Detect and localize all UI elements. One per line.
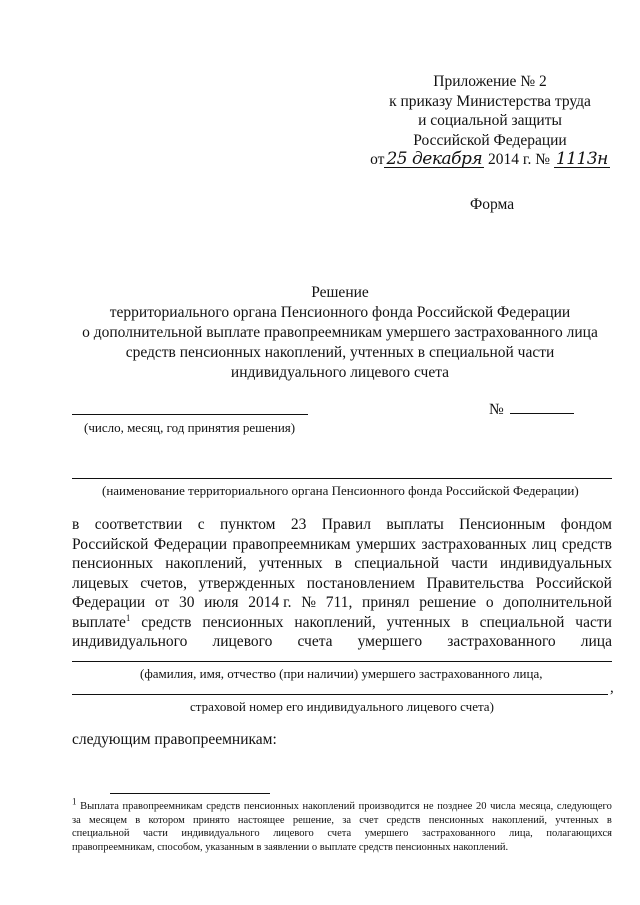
footnote-line-2	[72, 814, 612, 828]
following-heirs: следующим правопреемникам:	[72, 731, 277, 748]
word: Выплата	[80, 801, 119, 812]
order-year: 2014 г. №	[488, 151, 551, 168]
word: умершего	[357, 633, 423, 650]
word: застрахованного	[422, 828, 496, 839]
word: Федерации	[153, 535, 228, 553]
word: накоплений,	[165, 555, 247, 572]
word: Пенсионным	[459, 516, 546, 533]
word: учтенных	[386, 613, 451, 631]
document-title	[40, 283, 640, 383]
word: умершего	[364, 828, 409, 839]
word: счета	[297, 633, 333, 650]
body-line-4	[72, 574, 612, 594]
word: в	[135, 814, 141, 826]
handwritten-order-number: 1113н	[555, 149, 608, 169]
body-line-7	[72, 632, 612, 652]
word: накоплений	[302, 801, 355, 812]
word: котором	[148, 814, 185, 826]
word: №	[301, 594, 317, 611]
word: не	[423, 801, 434, 812]
word: 30	[178, 594, 195, 611]
footnote	[72, 796, 612, 854]
word: утвержденных	[198, 574, 296, 592]
word: средств	[386, 814, 421, 826]
word: индивидуального	[181, 828, 260, 839]
word: июля	[204, 594, 239, 611]
word: выплаты	[386, 516, 444, 533]
word: лица	[580, 633, 612, 650]
word: полагающихся	[546, 828, 612, 839]
word: за	[342, 814, 352, 826]
word: лица,	[509, 828, 533, 839]
word: месяцем	[89, 814, 128, 826]
body-line-1	[72, 515, 612, 535]
word: пенсионных	[202, 613, 284, 631]
word: следующего	[556, 801, 612, 812]
handwritten-date: 25 декабря	[386, 149, 483, 169]
word: застрахованного	[447, 633, 556, 650]
word: от	[154, 594, 170, 611]
word: специальной	[354, 555, 440, 572]
title-line-4: средств пенсионных накоплений, учтенных в специальной части	[125, 344, 555, 361]
date-prefix: от	[370, 151, 385, 168]
word: Правительства	[426, 574, 525, 592]
footnote-line-3	[72, 827, 612, 841]
word: части	[143, 828, 168, 839]
word: лицевых	[72, 574, 129, 592]
number-sign: №	[489, 401, 504, 418]
word: счет	[359, 814, 379, 826]
snils-field[interactable]	[72, 694, 608, 695]
word: 2014 г.	[248, 594, 292, 611]
word: решение,	[292, 814, 335, 826]
word: числа	[490, 801, 516, 812]
word: пенсионных	[428, 814, 484, 826]
word: застрахованных	[421, 535, 527, 553]
word: средств	[206, 801, 241, 812]
word: позднее	[437, 801, 473, 812]
word: специальной	[479, 613, 565, 631]
word: правопреемникам	[122, 801, 203, 812]
word: производится	[358, 801, 420, 812]
word: в	[606, 814, 612, 826]
word: фондом	[560, 516, 612, 533]
footnote-rule	[110, 793, 270, 794]
word: счетов,	[140, 574, 187, 592]
appendix-country: Российской Федерации	[413, 131, 567, 149]
word: Федерации	[72, 594, 146, 611]
word: части	[451, 555, 488, 572]
word: Правил	[321, 516, 371, 533]
word: 711,	[325, 594, 353, 611]
decision-date-field[interactable]	[72, 414, 308, 415]
word: учтенных	[555, 814, 599, 826]
word: лицевого	[212, 633, 273, 650]
word: умерших	[356, 535, 416, 553]
appendix-header	[360, 72, 620, 170]
form-label: Форма	[470, 196, 515, 213]
body-line-2	[72, 535, 612, 555]
word: пенсионных	[72, 555, 154, 572]
body-line-6	[72, 613, 612, 633]
word: части	[575, 613, 612, 631]
title-line-2: территориального органа Пенсионного фонда Российской Федерации	[109, 304, 571, 321]
word: накоплений,	[491, 814, 548, 826]
number-blank	[510, 403, 574, 414]
decision-body	[72, 515, 612, 652]
snils-caption: страховой номер его индивидуального лицевого счета)	[190, 699, 494, 714]
decision-number-field[interactable]	[489, 401, 574, 419]
word: с	[197, 516, 205, 533]
footnote-mark: 1	[72, 796, 77, 807]
word: средств	[141, 613, 192, 631]
order-date-line	[360, 150, 620, 170]
word: 23	[290, 516, 307, 533]
word: лиц	[532, 535, 557, 553]
organ-caption: (наименование территориального органа Пенсионного фонда Российской Федерации)	[102, 483, 579, 498]
word: специальной	[72, 828, 130, 839]
word: пенсионных	[243, 801, 299, 812]
organ-name-field[interactable]	[72, 478, 612, 479]
appendix-number: Приложение № 2	[433, 73, 547, 90]
word: решение	[419, 594, 477, 611]
word: Российской	[72, 535, 149, 553]
word: индивидуального	[72, 633, 188, 650]
word: 20	[475, 801, 487, 812]
word: соответствии	[94, 516, 183, 533]
snils-comma: ,	[610, 680, 614, 696]
word: за	[72, 814, 81, 826]
deceased-name-field[interactable]	[72, 661, 612, 662]
fio-caption: (фамилия, имя, отчество (при наличии) умершего застрахованного лица,	[140, 666, 543, 681]
word: в	[334, 555, 343, 572]
body-line-3	[72, 554, 612, 574]
word: дополнительной	[503, 594, 612, 611]
body-line-5	[72, 593, 612, 613]
word: принял	[362, 594, 410, 611]
word: о	[485, 594, 494, 611]
word: месяца,	[519, 801, 554, 812]
word: Российской	[535, 574, 612, 592]
word: индивидуальных	[499, 555, 612, 572]
word: в	[72, 516, 80, 533]
word: лицевого	[273, 828, 314, 839]
word: учтенных	[258, 555, 323, 572]
word: принято	[193, 814, 230, 826]
body-word-vyplate: выплате$^1$	[72, 612, 131, 631]
appendix-ministry: и социальной защиты	[418, 112, 562, 129]
footnote-line-4: правопреемникам, способом, указанным в заявлении о выплате средств пенсионных накоплений.	[72, 841, 509, 853]
word: постановлением	[306, 574, 415, 592]
title-line-1: Решение	[311, 284, 369, 301]
word: пунктом	[219, 516, 276, 533]
word: средств	[561, 535, 612, 553]
date-caption: (число, месяц, год принятия решения)	[84, 420, 296, 435]
title-line-3: о дополнительной выплате правопреемникам умершего застрахованного лица	[82, 324, 598, 341]
footnote-ref: 1	[125, 612, 131, 623]
appendix-order-ref: к приказу Министерства труда	[389, 92, 591, 110]
word: счета	[327, 828, 352, 839]
word: настоящее	[237, 814, 285, 826]
footnote-line-1	[72, 796, 612, 814]
title-line-5: индивидуального лицевого счета	[230, 364, 450, 381]
word: в	[461, 613, 469, 631]
word: правопреемникам	[232, 535, 351, 553]
word: накоплений,	[294, 613, 376, 631]
